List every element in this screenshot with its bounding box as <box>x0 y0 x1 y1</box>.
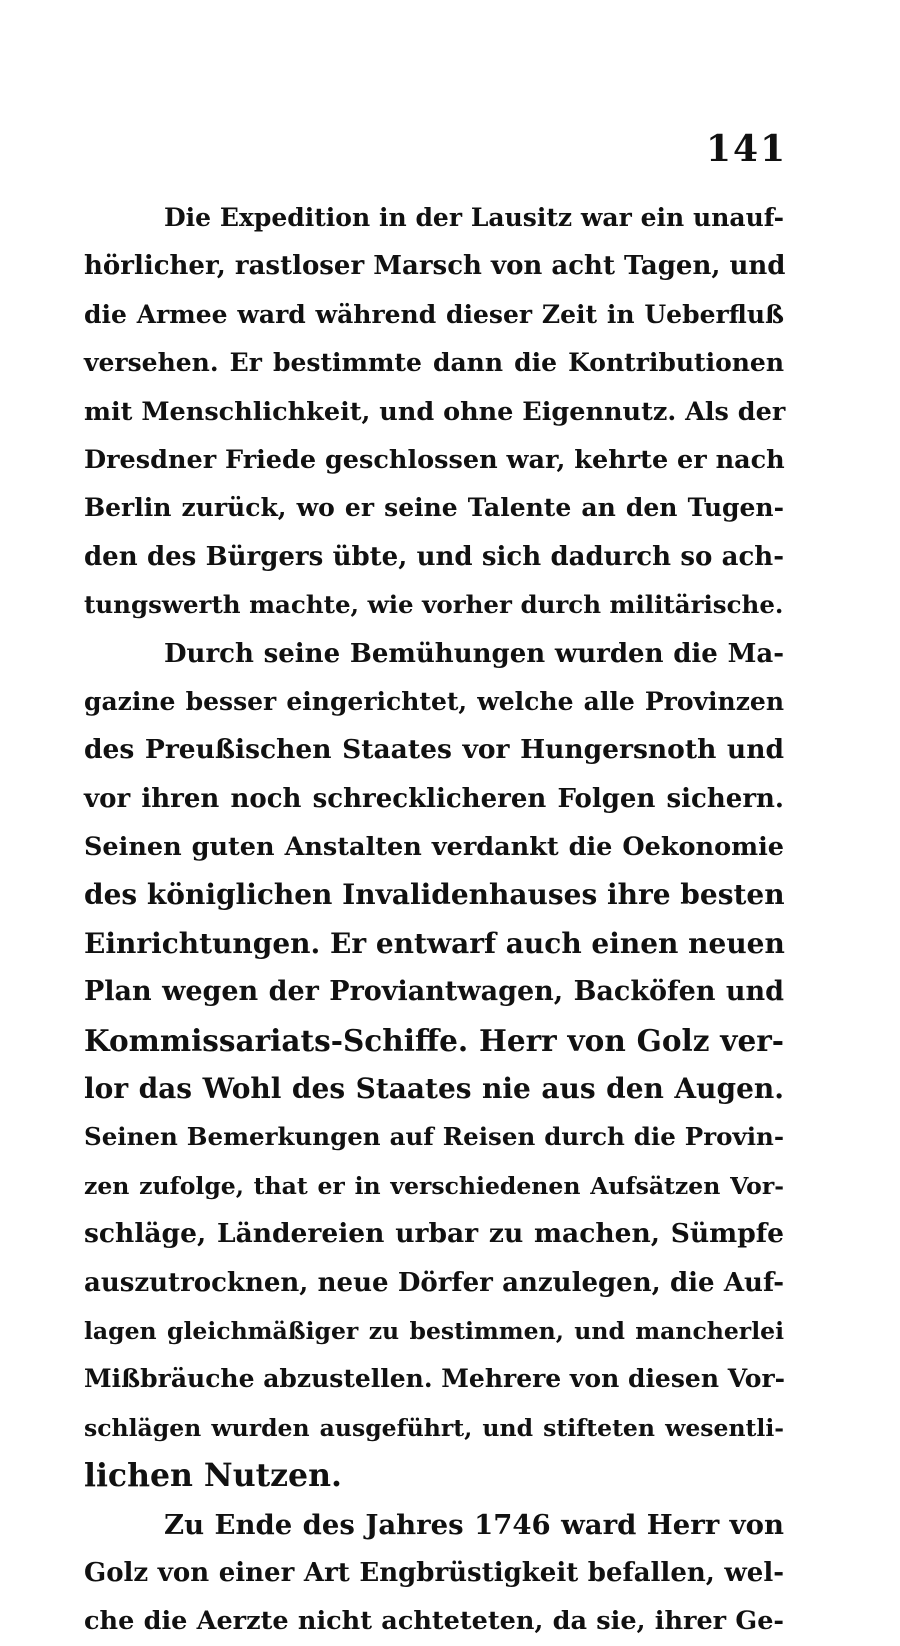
text-line: Einrichtungen. Er entwarf auch einen neuen <box>84 926 785 960</box>
text-line: Mißbräuche abzustellen. Mehrere von diesen Vor- <box>84 1364 786 1394</box>
page-number: 141 <box>706 128 788 170</box>
text-line: vor ihren noch schrecklicheren Folgen sichern. <box>84 783 784 814</box>
text-line: Seinen Bemerkungen auf Reisen durch die Provin- <box>84 1122 784 1152</box>
text-line: zen zufolge, that er in verschiedenen Aufsätzen Vor- <box>84 1171 784 1200</box>
text-line: auszutrocknen, neue Dörfer anzulegen, die Auf- <box>84 1267 784 1298</box>
text-line: des königlichen Invalidenhauses ihre besten <box>84 878 785 912</box>
text-line: Zu Ende des Jahres 1746 ward Herr von <box>164 1508 784 1541</box>
text-line: hörlicher, rastloser Marsch von acht Tagen, und <box>84 251 786 282</box>
text-line: schlägen wurden ausgeführt, und stifteten wesentli- <box>84 1413 784 1442</box>
text-line: Plan wegen der Proviantwagen, Backöfen und <box>84 976 784 1008</box>
text-line: mit Menschlichkeit, und ohne Eigennutz. Als der <box>84 396 786 427</box>
text-line: den des Bürgers übte, und sich dadurch so ach- <box>84 541 784 572</box>
text-line: gazine besser eingerichtet, welche alle Provinzen <box>84 686 784 716</box>
text-line: versehen. Er bestimmte dann die Kontributionen <box>84 348 784 378</box>
text-line: lagen gleichmäßiger zu bestimmen, und mancherlei <box>84 1316 784 1345</box>
text-line: Kommissariats-Schiffe. Herr von Golz ver- <box>84 1022 784 1058</box>
text-line: die Armee ward während dieser Zeit in Ueberfluß <box>84 299 784 329</box>
text-line: Seinen guten Anstalten verdankt die Oekonomie <box>84 832 784 863</box>
text-line: des Preußischen Staates vor Hungersnoth und <box>84 734 784 766</box>
text-line: lor das Wohl des Staates nie aus den Augen. <box>84 1072 784 1106</box>
text-line: Die Expedition in der Lausitz war ein unauf- <box>164 203 784 232</box>
text-line: Dresdner Friede geschlossen war, kehrte er nach <box>84 444 785 475</box>
text-line: che die Aerzte nicht achteteten, da sie, ihrer Ge- <box>84 1606 784 1637</box>
text-line: schläge, Ländereien urbar zu machen, Sümpfe <box>84 1218 784 1250</box>
body-text <box>84 194 784 1646</box>
text-line: tungswerth machte, wie vorher durch militärische. <box>84 590 784 620</box>
text-line: lichen Nutzen. <box>84 1457 342 1495</box>
text-line: Durch seine Bemühungen wurden die Ma- <box>164 638 784 669</box>
text-line: Berlin zurück, wo er seine Talente an den Tugen- <box>84 493 784 523</box>
text-line: Golz von einer Art Engbrüstigkeit befallen, wel- <box>84 1557 784 1588</box>
